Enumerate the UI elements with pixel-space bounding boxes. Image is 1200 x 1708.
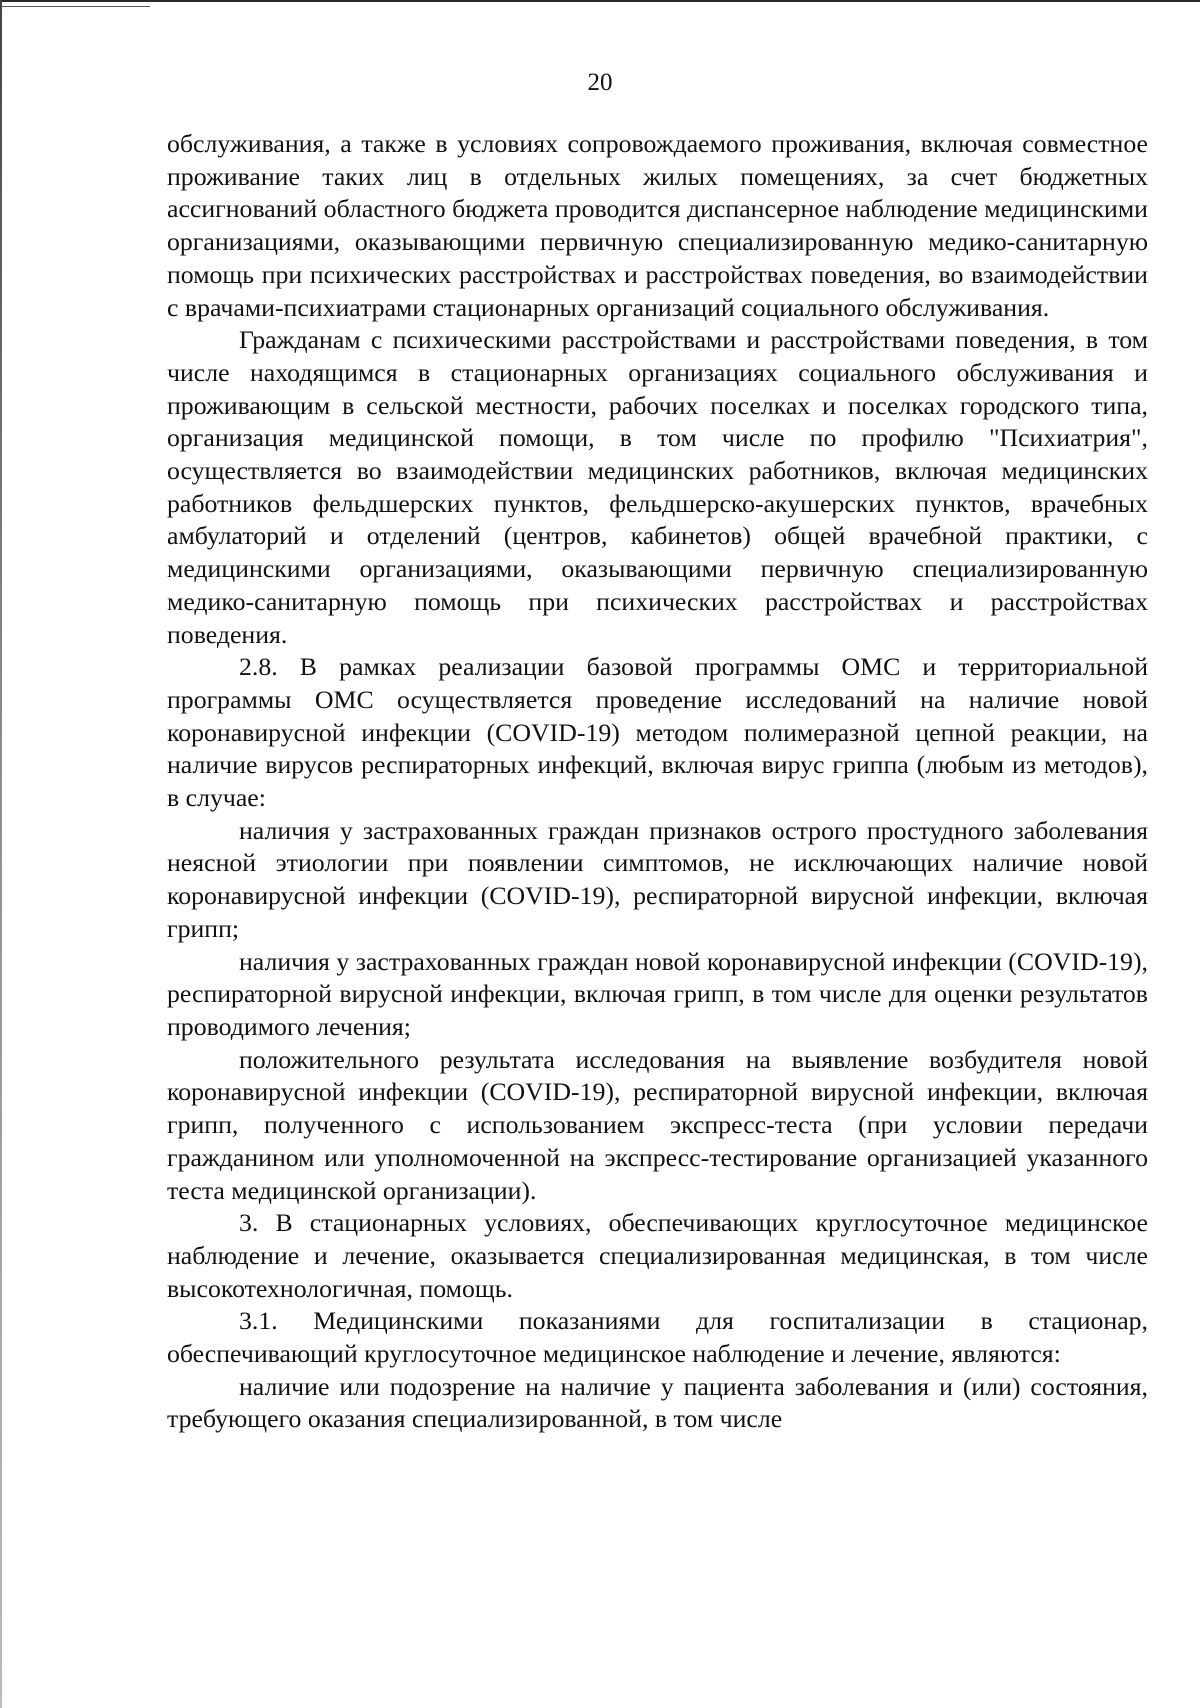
paragraph-3-1: 3.1. Медицинскими показаниями для госпитализации в стационар, обеспечивающий круглосуточное медицинское наблюдение и лечение, являются: bbox=[167, 1306, 1148, 1369]
scan-edge-top bbox=[0, 0, 1200, 2]
paragraph-continuation: обслуживания, а также в условиях сопровождаемого проживания, включая совместное проживание таких лиц в отдельных жилых помещениях, за счет бюджетных ассигнований областного бюджета проводится диспансерное наблюдение медицинскими организациями, оказывающими первичную специализированную медико-санитарную помощь при психических расстройствах и расстройствах поведения, во взаимодействии с врачами-психиатрами стационарных организаций социального обслуживания. bbox=[167, 129, 1148, 322]
scan-edge-line bbox=[0, 6, 150, 7]
paragraph-3: 3. В стационарных условиях, обеспечивающих круглосуточное медицинское наблюдение и лечение, оказывается специализированная медицинская, в том числе высокотехнологичная, помощь. bbox=[167, 1208, 1148, 1303]
paragraph-2-8: 2.8. В рамках реализации базовой программы ОМС и территориальной программы ОМС осуществляется проведение исследований на наличие новой коронавирусной инфекции (COVID-19) методом полимеразной цепной реакции, на наличие вирусов респираторных инфекций, включая вирус гриппа (любым из методов), в случае: bbox=[167, 652, 1148, 813]
scan-edge-left bbox=[0, 0, 2, 1708]
document-body bbox=[167, 128, 1148, 1436]
list-item-indication: наличие или подозрение на наличие у пациента заболевания и (или) состояния, требующего оказания специализированной, в том числе bbox=[167, 1371, 1148, 1434]
page-number: 20 bbox=[587, 69, 613, 96]
list-item-infection: наличия у застрахованных граждан новой коронавирусной инфекции (COVID-19), респираторной вирусной инфекции, включая грипп, в том числе для оценки результатов проводимого лечения; bbox=[167, 946, 1148, 1041]
list-item-positive-result: положительного результата исследования на выявление возбудителя новой коронавирусной инфекции (COVID-19), респираторной вирусной инфекции, включая грипп, полученного с использованием экспресс-теста (при условии передачи гражданином или уполномоченной на экспресс-тестирование организацией указанного теста медицинской организации). bbox=[167, 1044, 1148, 1205]
paragraph-mental-health-care: Гражданам с психическими расстройствами и расстройствами поведения, в том числе находящимся в стационарных организациях социального обслуживания и проживающим в сельской местности, рабочих поселках и поселках городского типа, организация медицинской помощи, в том числе по профилю "Психиатрия", осуществляется во взаимодействии медицинских работников, включая медицинских работников фельдшерских пунктов, фельдшерско-акушерских пунктов, врачебных амбулаторий и отделений (центров, кабинетов) общей врачебной практики, с медицинскими организациями, оказывающими первичную специализированную медико-санитарную помощь при психических расстройствах и расстройствах поведения. bbox=[167, 325, 1148, 649]
list-item-symptoms: наличия у застрахованных граждан признаков острого простудного заболевания неясной этиологии при появлении симптомов, не исключающих наличие новой коронавирусной инфекции (COVID-19), респираторной вирусной инфекции, включая грипп; bbox=[167, 815, 1148, 943]
